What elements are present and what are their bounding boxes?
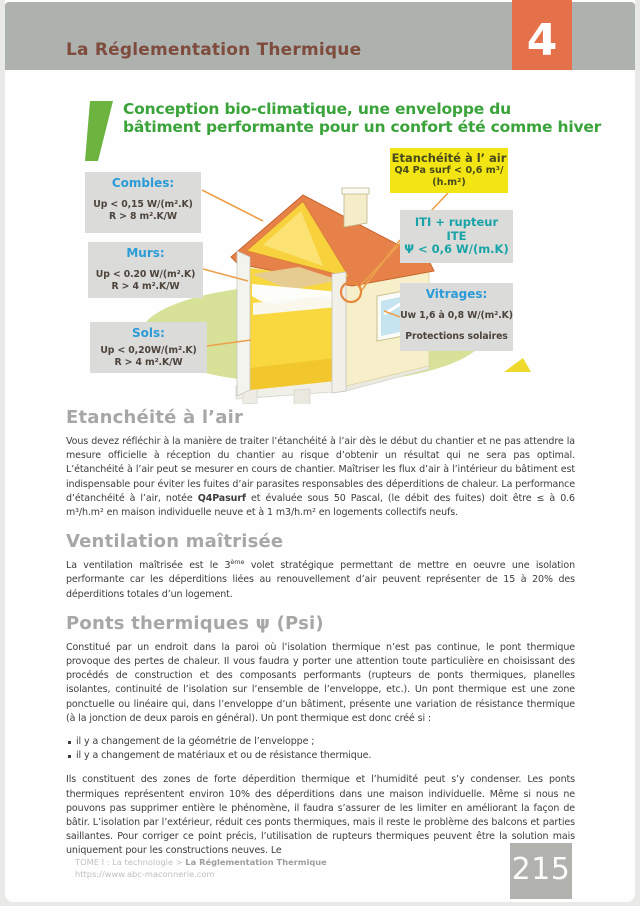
label-value: (h.m²) [432, 176, 466, 188]
label-value: ITI + rupteur [414, 215, 499, 229]
label-value: R > 4 m².K/W [114, 357, 183, 368]
paragraph-text: volet stratégique permettant de mettre en oeuvre une isolation performante car les déperditions liées au renouvellement d’air peuvent représenter de 15 à 20% des déperditions totales d’un logement. [66, 560, 575, 600]
label-value: Up < 0,15 W/(m².K) [93, 199, 193, 210]
bioclimatic-diagram [0, 90, 640, 404]
list-item [68, 749, 575, 763]
section-heading-etancheite: Etanchéité à l’air [66, 407, 244, 428]
section-heading-ponts: Ponts thermiques ψ (Psi) [66, 612, 324, 634]
list-item-text: il y a changement de la géométrie de l’enveloppe ; [76, 736, 315, 748]
label-title: Sols: [132, 326, 165, 340]
breadcrumb-plain: TOME I : La technologie > [75, 857, 186, 867]
bullet-icon [68, 755, 71, 758]
title-accent-mark [85, 101, 113, 161]
label-value: Up < 0.20 W/(m².K) [95, 269, 196, 280]
ordinal-superscript: ème [230, 558, 245, 567]
breadcrumb [75, 857, 327, 867]
footer-url: https://www.abc-maconnerie.com [75, 869, 215, 879]
page-title: La Réglementation Thermique [66, 40, 362, 60]
body-text [66, 408, 575, 871]
chimney [344, 193, 367, 227]
label-value: Uw 1,6 à 0,8 W/(m².K) [400, 310, 513, 321]
chapter-number-badge [512, 0, 572, 70]
label-value: ITE [446, 228, 467, 243]
paragraph-text: et évaluée sous 50 Pascal, (le débit des fuites) doit être ≤ à 0.6 m³/h.m² en maison individuelle neuve et à 1 m3/h.m² en logements collectifs neufs. [66, 492, 576, 519]
paragraph-etancheite [66, 435, 575, 520]
label-vitrages [400, 283, 513, 351]
page-number: 215 [511, 852, 571, 887]
label-title: Etanchéité à l’ air [391, 151, 507, 165]
breadcrumb-current: La Réglementation Thermique [185, 857, 327, 867]
paragraph-ventilation [66, 559, 575, 602]
corner-post [332, 272, 346, 393]
paragraph-ponts-2: Ils constituent des zones de forte déperdition thermique et l’humidité peut s’y condenser. Les ponts thermiques représentent environ 10% des déperditions dans une maison individuelle. Même si nous ne pouvons pas supprimer entière le phénomène, il faudra s’assurer de les limiter en améliorant la façon de bâtir. L’isolation par l’extérieur, réduit ces ponts thermiques, mais il reste le problème des balcons et parties saillantes. Pour corriger ce point précis, l’utilisation de rupteurs thermiques peuvent être la solution mais uniquement pour les constructions neuves. Le [66, 774, 575, 857]
paragraph-text: La ventilation maîtrisée est le 3 [66, 560, 231, 572]
label-combles [85, 172, 201, 233]
label-value: R > 8 m².K/W [108, 211, 178, 222]
foundation-pier [294, 389, 310, 404]
label-etancheite-air [390, 148, 508, 193]
chapter-number: 4 [526, 15, 558, 66]
label-title: Combles: [111, 176, 175, 190]
diagram-title-line2: bâtiment performante pour un confort été comme hiver [123, 117, 602, 136]
chimney-cap [342, 188, 369, 194]
list-item-text: il y a changement de matériaux et ou de résistance thermique. [76, 750, 372, 762]
paragraph-bold-term: Q4Pasurf [197, 492, 246, 504]
label-value: Ψ < 0,6 W/(m.K) [404, 242, 509, 256]
section-heading-ventilation: Ventilation maîtrisée [66, 531, 284, 553]
page-number-badge [510, 843, 572, 899]
corner-post [237, 251, 250, 396]
paragraph-text: Vous devez réfléchir à la manière de traiter l’étanchéité à l’air dès le début du chantier et ne pas attendre la mesure officielle à réception du chantier au risque d’obtenir un résultat qui ne sera pas optimal. L’étanchéité à l’air peut se mesurer en cours de chantier. Maîtriser les flux d’air à l’intérieur du bâtiment est indispensable pour éviter les fuites d’air parasites responsables des déperditions de chaleur. La performance d’étanchéité à l’air, notée [66, 436, 575, 504]
label-value: Q4 Pa surf < 0,6 m³/ [394, 165, 504, 176]
label-value: Protections solaires [405, 331, 508, 342]
label-sols [90, 322, 207, 373]
paragraph-ponts-1: Constitué par un endroit dans la paroi où l’isolation thermique n’est pas continue, le pont thermique provoque des pertes de chaleur. Il vous faudra y porter une attention toute particulière en choisissant des procédés de construction et des composants performants (rupteurs de ponts thermiques, planelles isolantes, continuité de l’isolation sur l’ensemble de l’enveloppe, etc.). Un pont thermique est une zone ponctuelle ou linéaire qui, dans l’enveloppe d’un bâtiment, présente une variation de résistance thermique (à la jonction de deux parois en général). Un pont thermique est donc créé si : [66, 641, 575, 724]
label-value: R > 4 m².K/W [111, 281, 180, 292]
label-murs [88, 242, 203, 298]
diagram-title-line1: Conception bio-climatique, une enveloppe du [123, 100, 511, 118]
label-iti-ite [400, 210, 513, 263]
list-item [68, 735, 575, 749]
bullet-list [68, 735, 575, 763]
label-value: Up < 0,20W/(m².K) [100, 345, 197, 356]
connector-line [202, 190, 263, 221]
label-title: Vitrages: [425, 287, 488, 301]
label-title: Murs: [126, 246, 165, 260]
diagram-title [123, 101, 601, 136]
logo-mark [504, 358, 531, 372]
bullet-icon [68, 741, 71, 744]
